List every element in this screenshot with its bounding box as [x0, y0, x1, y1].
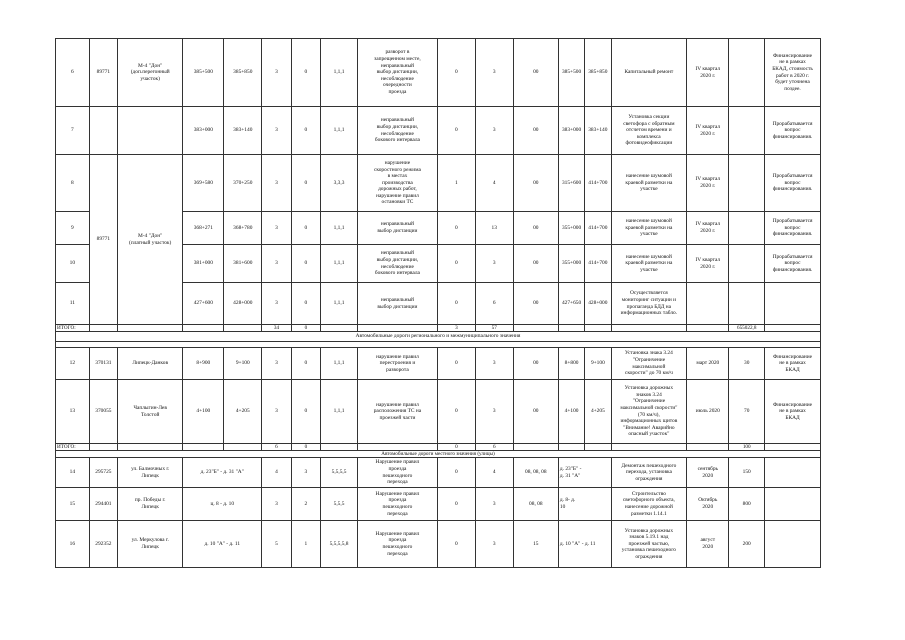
address-range: д. 10 "А" - д. 11 [183, 521, 262, 568]
value-c4: 0 [437, 488, 475, 521]
measure: Осуществляется мониторинг ситуации и пропаганда БДД на информационных табло. [611, 283, 687, 325]
cost [729, 245, 765, 283]
killed-count: 0 [291, 155, 320, 212]
type-codes: 5,5,5,5 [321, 458, 358, 488]
total-c5: 57 [475, 325, 513, 332]
value-c5: 6 [475, 283, 513, 325]
row-number: 11 [56, 283, 90, 325]
table-row [56, 458, 821, 488]
note: Финансирование не в рамках БКАД [765, 380, 821, 444]
accident-cause: неправильный выбор дистанции, несоблюдение бокового интервала [357, 107, 437, 155]
term: IV квартал 2020 г. [687, 39, 729, 107]
measure-km-start: 427+650 [558, 283, 584, 325]
value-c5: 3 [475, 521, 513, 568]
cost: 70 [729, 380, 765, 444]
km-end: 381+600 [224, 245, 262, 283]
term: Октябрь 2020 [687, 488, 729, 521]
value-c6: 00 [513, 39, 558, 107]
row-number: 8 [56, 155, 90, 212]
killed-count: 1 [291, 521, 320, 568]
road-code: 292352 [89, 521, 117, 568]
accident-cause: нарушение скоростного режима в местах производства дорожных работ, нарушение правил остановки ТС [357, 155, 437, 212]
measure-km-end: 4+205 [585, 380, 611, 444]
killed-count: 0 [291, 283, 320, 325]
row-number: 12 [56, 348, 90, 380]
km-start: 4+100 [183, 380, 224, 444]
total-label: ИТОГО: [56, 325, 90, 332]
note [765, 488, 821, 521]
accident-cause: неправильный выбор дистанции, несоблюдение бокового интервала [357, 245, 437, 283]
type-codes: 1,1,1 [321, 107, 358, 155]
km-start: 383+000 [183, 107, 224, 155]
km-start: 369+580 [183, 155, 224, 212]
accidents-count: 3 [262, 155, 291, 212]
accident-cause: Нарушение правил проезда пешеходного перехода [357, 488, 437, 521]
accidents-count: 3 [262, 245, 291, 283]
cost [729, 155, 765, 212]
note [765, 458, 821, 488]
value-c4: 0 [437, 521, 475, 568]
measure-km-end: 428+000 [585, 283, 611, 325]
value-c6: 08, 08 [513, 488, 558, 521]
term: IV квартал 2020 г. [687, 107, 729, 155]
accident-cause: нарушение правил перестроения и разворота [357, 348, 437, 380]
value-c4: 0 [437, 283, 475, 325]
km-end: 9+100 [224, 348, 262, 380]
table-row [56, 348, 821, 380]
address-range: д. 23"Б" - д. 31 "А" [183, 458, 262, 488]
value-c4: 0 [437, 212, 475, 245]
road-name: М-4 "Дон" (доп.перегонный участок) [118, 39, 183, 107]
measure-km-end: 414+700 [585, 245, 611, 283]
total-c2: 0 [291, 444, 320, 451]
total-c2: 0 [291, 325, 320, 332]
section-title-regional: Автомобильные дороги регионального и межмуниципального значения [56, 332, 821, 342]
section-row [56, 451, 821, 458]
value-c4: 0 [437, 380, 475, 444]
km-end: 4+205 [224, 380, 262, 444]
value-c5: 3 [475, 488, 513, 521]
term: март 2020 [687, 348, 729, 380]
total-c4: 0 [437, 444, 475, 451]
road-code: 295725 [89, 458, 117, 488]
road-code: 370055 [89, 380, 117, 444]
total-c1: 6 [262, 444, 291, 451]
road-code [89, 107, 117, 155]
row-number: 9 [56, 212, 90, 245]
accidents-count: 4 [262, 458, 291, 488]
road-name: пр. Победы г. Липецк [118, 488, 183, 521]
killed-count: 0 [291, 39, 320, 107]
value-c6: 00 [513, 107, 558, 155]
accidents-count: 3 [262, 212, 291, 245]
road-name: Липецк-Данков [118, 348, 183, 380]
term: июль 2020 [687, 380, 729, 444]
table-row [56, 488, 821, 521]
value-c6: 15 [513, 521, 558, 568]
cost: 150 [729, 458, 765, 488]
row-number: 6 [56, 39, 90, 107]
accident-cause: нарушение правил расположения ТС на проезжей части [357, 380, 437, 444]
km-start: 385+500 [183, 39, 224, 107]
value-c5: 4 [475, 155, 513, 212]
measure-km-start: 355+000 [558, 212, 584, 245]
value-c6: 00 [513, 245, 558, 283]
measure-km-start: 355+000 [558, 245, 584, 283]
total-c4: 3 [437, 325, 475, 332]
road-code: 370131 [89, 348, 117, 380]
table-row [56, 107, 821, 155]
value-c5: 13 [475, 212, 513, 245]
km-start: 368+271 [183, 212, 224, 245]
measure: Установка секции светофора с обратным отсчетом времени и комплекса фотовидеофиксации [611, 107, 687, 155]
total-cost: 100 [729, 444, 765, 451]
accident-cause: Нарушение правил проезда пешеходного перехода [357, 521, 437, 568]
km-start: 381+000 [183, 245, 224, 283]
cost [729, 212, 765, 245]
value-c4: 0 [437, 39, 475, 107]
value-c5: 3 [475, 380, 513, 444]
killed-count: 3 [291, 458, 320, 488]
km-start: 8+900 [183, 348, 224, 380]
table-row [56, 521, 821, 568]
measure: нанесение шумовой краевой разметки на участке [611, 245, 687, 283]
value-c5: 3 [475, 39, 513, 107]
note: Прорабатывается вопрос финансирования. [765, 245, 821, 283]
measure-address: д. 8- д. 10 [558, 488, 611, 521]
value-c6: 00 [513, 380, 558, 444]
row-number: 15 [56, 488, 90, 521]
type-codes: 1,1,1 [321, 212, 358, 245]
km-start: 427+600 [183, 283, 224, 325]
value-c5: 3 [475, 348, 513, 380]
term: IV квартал 2020 г. [687, 155, 729, 212]
note: Финансирование не в рамках БКАД [765, 348, 821, 380]
table-row [56, 380, 821, 444]
value-c4: 0 [437, 458, 475, 488]
note [765, 521, 821, 568]
value-c4: 0 [437, 245, 475, 283]
measure-km-end: 414+700 [585, 212, 611, 245]
accident-cause: неправильный выбор дистанции [357, 212, 437, 245]
cost: 200 [729, 521, 765, 568]
value-c5: 4 [475, 458, 513, 488]
accidents-count: 3 [262, 348, 291, 380]
accidents-count: 3 [262, 380, 291, 444]
note: Прорабатывается вопрос финансирования. [765, 107, 821, 155]
road-code: 89771 [89, 39, 117, 107]
accidents-count: 3 [262, 488, 291, 521]
measure-km-end: 383+140 [585, 107, 611, 155]
row-number: 7 [56, 107, 90, 155]
row-number: 13 [56, 380, 90, 444]
cost [729, 283, 765, 325]
note: Финансирование не в рамках БКАД, стоимость работ в 2020 г. будет уточнена поздее. [765, 39, 821, 107]
measure-km-start: 315+600 [558, 155, 584, 212]
measure-address: д. 10 "А" - д. 11 [558, 521, 611, 568]
measure-km-end: 414+700 [585, 155, 611, 212]
note: Прорабатывается вопрос финансирования. [765, 212, 821, 245]
total-label: ИТОГО: [56, 444, 90, 451]
road-name: Чаплыгин-Лев Толстой [118, 380, 183, 444]
measure-km-end: 385+850 [585, 39, 611, 107]
killed-count: 0 [291, 348, 320, 380]
accidents-count: 3 [262, 283, 291, 325]
value-c6: 00 [513, 212, 558, 245]
accident-cause: разворот в запрещенном месте, неправильный выбор дистанции, несоблюдение очередности проезда [357, 39, 437, 107]
cost [729, 39, 765, 107]
cost: 800 [729, 488, 765, 521]
km-end: 368+780 [224, 212, 262, 245]
road-code: 294401 [89, 488, 117, 521]
total-row [56, 325, 821, 332]
measure: нанесение шумовой краевой разметки на участке [611, 155, 687, 212]
measure: Капитальный ремонт [611, 39, 687, 107]
measure-km-start: 383+000 [558, 107, 584, 155]
type-codes: 1,1,1 [321, 380, 358, 444]
total-cost: 655022,8 [729, 325, 765, 332]
term: IV квартал 2020 г. [687, 245, 729, 283]
accidents-count: 3 [262, 107, 291, 155]
total-c5: 6 [475, 444, 513, 451]
address-range: ц. 8 - д. 10 [183, 488, 262, 521]
accidents-count: 5 [262, 521, 291, 568]
section-row [56, 332, 821, 342]
road-name [118, 107, 183, 155]
term: IV квартал 2020 г. [687, 212, 729, 245]
value-c6: 08, 08, 08 [513, 458, 558, 488]
measure: Установка знака 3.24 "Ограничение максимальной скорости" до 70 км/ч [611, 348, 687, 380]
measure: Установка дорожных знаков 5.19.1 над проезжей частью, установка пешеходного ограждения [611, 521, 687, 568]
value-c6: 00 [513, 348, 558, 380]
term: сентябрь 2020 [687, 458, 729, 488]
value-c5: 3 [475, 107, 513, 155]
value-c5: 3 [475, 245, 513, 283]
measure-km-start: 8+800 [558, 348, 584, 380]
road-code-merged: 89771 [89, 155, 117, 325]
type-codes: 3,3,3 [321, 155, 358, 212]
road-name: ул. Меркулова г. Липецк [118, 521, 183, 568]
table-row [56, 39, 821, 107]
note: Прорабатывается вопрос финансирования. [765, 155, 821, 212]
type-codes: 1,1,1 [321, 245, 358, 283]
km-end: 383+140 [224, 107, 262, 155]
cost [729, 107, 765, 155]
value-c6: 00 [513, 155, 558, 212]
total-c1: 34 [262, 325, 291, 332]
accidents-count: 3 [262, 39, 291, 107]
measure: Установка дорожных знаков 3.24 "Ограничение максимальной скорости" (70 км/ч), информационных щитов "Внимание! Аварийно опасный участок" [611, 380, 687, 444]
value-c4: 0 [437, 348, 475, 380]
row-number: 16 [56, 521, 90, 568]
type-codes: 1,1,1 [321, 39, 358, 107]
killed-count: 0 [291, 212, 320, 245]
row-number: 10 [56, 245, 90, 283]
term: август 2020 [687, 521, 729, 568]
measure-km-end: 9+100 [585, 348, 611, 380]
cost: 30 [729, 348, 765, 380]
measure: Строительство светофорного объекта, нанесение дорожной разметки 1.14.1 [611, 488, 687, 521]
type-codes: 1,1,1 [321, 348, 358, 380]
row-number: 14 [56, 458, 90, 488]
killed-count: 0 [291, 245, 320, 283]
measure: Демонтаж пешеходного перехода, установка ограждения [611, 458, 687, 488]
km-end: 428+000 [224, 283, 262, 325]
value-c4: 1 [437, 155, 475, 212]
term [687, 283, 729, 325]
measure-address: д. 23"Б" - д. 31 "А" [558, 458, 611, 488]
value-c6: 00 [513, 283, 558, 325]
road-name: ул. Балмочных г. Липецк [118, 458, 183, 488]
killed-count: 0 [291, 107, 320, 155]
killed-count: 2 [291, 488, 320, 521]
measure-km-start: 385+500 [558, 39, 584, 107]
accident-cause: Нарушение правил проезда пешеходного перехода [357, 458, 437, 488]
type-codes: 1,1,1 [321, 283, 358, 325]
value-c4: 0 [437, 107, 475, 155]
km-end: 370+250 [224, 155, 262, 212]
road-name-merged: М-4 "Дон" (платный участок) [118, 155, 183, 325]
road-safety-table [55, 38, 821, 568]
type-codes: 5,5,5,5,8 [321, 521, 358, 568]
section-title-local: Автомобильные дороги местного значения (улицы) [56, 451, 821, 458]
accident-cause: неправильный выбор дистанции [357, 283, 437, 325]
measure-km-start: 4+100 [558, 380, 584, 444]
km-end: 385+850 [224, 39, 262, 107]
killed-count: 0 [291, 380, 320, 444]
total-row [56, 444, 821, 451]
note [765, 283, 821, 325]
measure: нанесение шумовой краевой разметки на участке [611, 212, 687, 245]
table-row [56, 155, 821, 212]
type-codes: 5,5,5 [321, 488, 358, 521]
